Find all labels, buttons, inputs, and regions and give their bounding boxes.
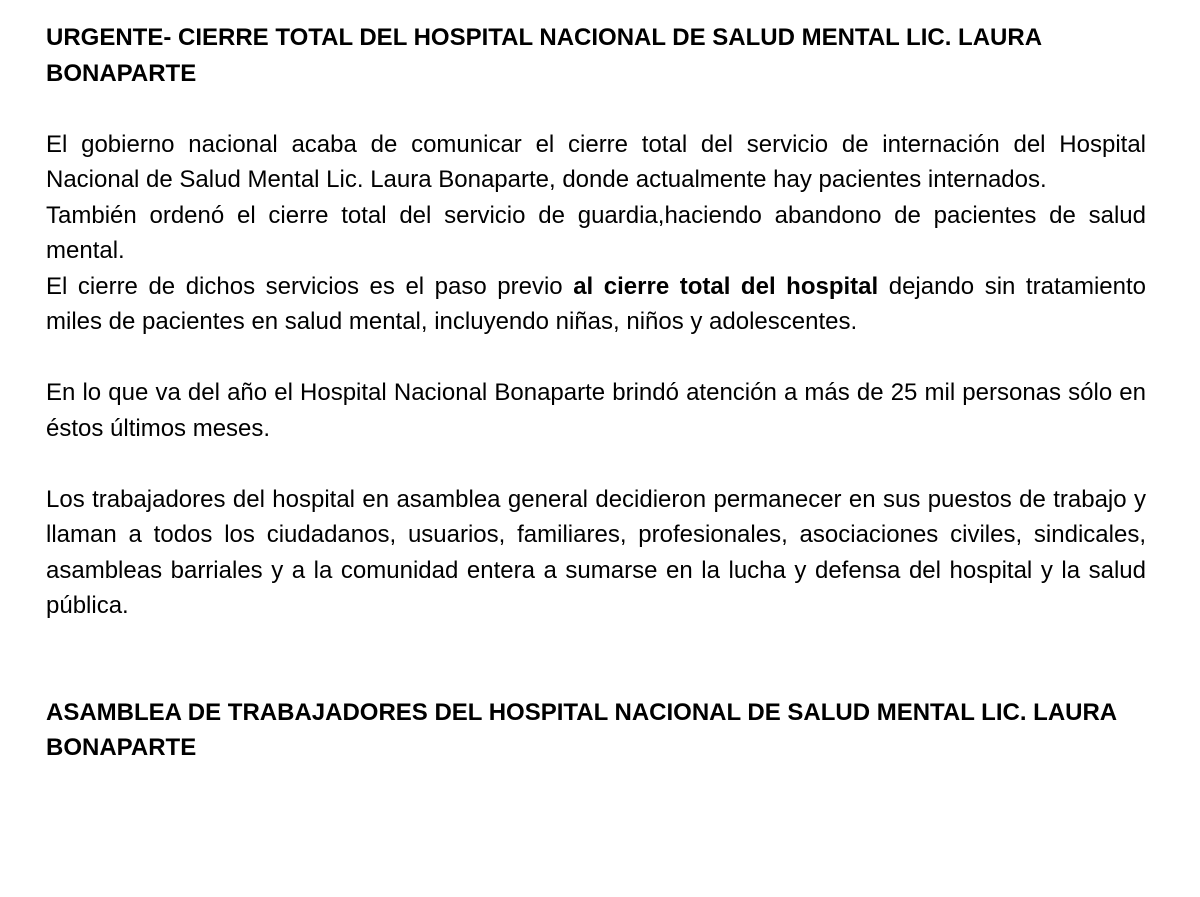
document-signature: ASAMBLEA DE TRABAJADORES DEL HOSPITAL NACIONAL DE SALUD MENTAL LIC. LAURA BONAPARTE [46, 698, 1117, 761]
paragraph-emergency-closure: También ordenó el cierre total del servicio de guardia,haciendo abandono de pacientes de salud mental. [46, 201, 1146, 264]
paragraph-total-closure-bold: al cierre total del hospital [573, 272, 879, 300]
paragraph-call-to-action: Los trabajadores del hospital en asamblea general decidieron permanecer en sus puestos de trabajo y llaman a todos los ciudadanos, usuarios, familiares, profesionales, asociaciones civiles, sindicales, asambleas barriales y a la comunidad entera a sumarse en la lucha y defensa del hospital y la salud pública. [46, 485, 1146, 619]
spacer [46, 624, 1146, 695]
paragraph-total-closure-before: El cierre de dichos servicios es el paso previo [46, 272, 574, 300]
paragraph-closure-announcement: El gobierno nacional acaba de comunicar el cierre total del servicio de internación del Hospital Nacional de Salud Mental Lic. Laura Bonaparte, donde actualmente hay pacientes internados. [46, 130, 1146, 193]
paragraph-total-closure-after: dejando sin tratamiento miles de pacientes en salud mental, incluyendo niñas, niños y adolescentes. [46, 272, 1146, 335]
spacer [46, 91, 1146, 127]
document-page [46, 20, 1146, 766]
paragraph-total-closure [46, 269, 1146, 340]
spacer [46, 340, 1146, 376]
spacer [46, 446, 1146, 482]
document-title: URGENTE- CIERRE TOTAL DEL HOSPITAL NACIONAL DE SALUD MENTAL LIC. LAURA BONAPARTE [46, 24, 1042, 87]
paragraph-attention-stats: En lo que va del año el Hospital Nacional Bonaparte brindó atención a más de 25 mil personas sólo en éstos últimos meses. [46, 379, 1146, 442]
